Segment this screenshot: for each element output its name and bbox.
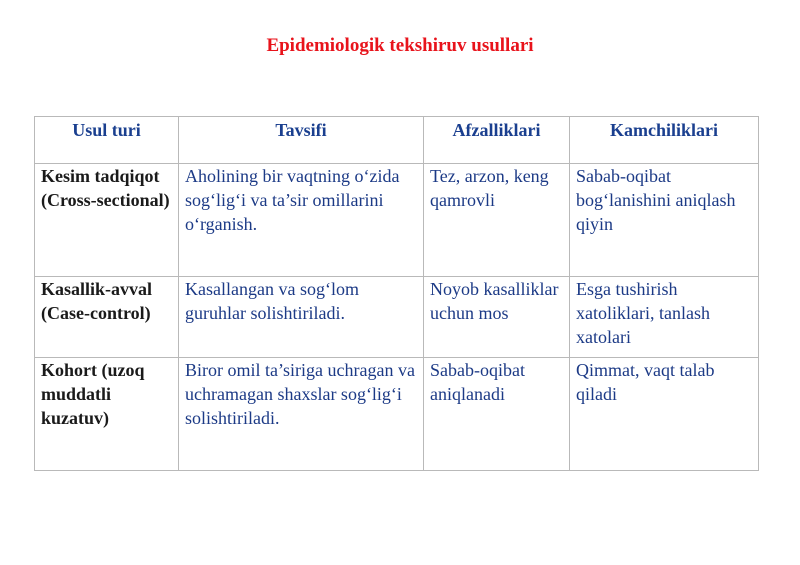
column-header-description: Tavsifi [179, 117, 424, 164]
disadvantages-cell: Qimmat, vaqt talab qiladi [570, 358, 759, 471]
column-header-advantages: Afzalliklari [424, 117, 570, 164]
description-cell: Aholining bir vaqtning o‘zida sog‘lig‘i va ta’sir omillarini o‘rganish. [179, 164, 424, 277]
table-row [35, 164, 759, 277]
table-row [35, 358, 759, 471]
method-name-cell: Kohort (uzoq muddatli kuzatuv) [35, 358, 179, 471]
column-header-disadvantages: Kamchiliklari [570, 117, 759, 164]
disadvantages-cell: Sabab-oqibat bog‘lanishini aniqlash qiyin [570, 164, 759, 277]
description-cell: Biror omil ta’siriga uchragan va uchramagan shaxslar sog‘lig‘i solishtiriladi. [179, 358, 424, 471]
advantages-cell: Noyob kasalliklar uchun mos [424, 277, 570, 358]
advantages-cell: Tez, arzon, keng qamrovli [424, 164, 570, 277]
column-header-method: Usul turi [35, 117, 179, 164]
description-cell: Kasallangan va sog‘lom guruhlar solishtiriladi. [179, 277, 424, 358]
page-title: Epidemiologik tekshiruv usullari [266, 35, 534, 56]
disadvantages-cell: Esga tushirish xatoliklari, tanlash xatolari [570, 277, 759, 358]
method-name-cell: Kesim tadqiqot (Cross-sectional) [35, 164, 179, 277]
table-header-row [35, 117, 759, 164]
method-name-cell: Kasallik-avval (Case-control) [35, 277, 179, 358]
table-row [35, 277, 759, 358]
advantages-cell: Sabab-oqibat aniqlanadi [424, 358, 570, 471]
methods-table [34, 116, 759, 471]
